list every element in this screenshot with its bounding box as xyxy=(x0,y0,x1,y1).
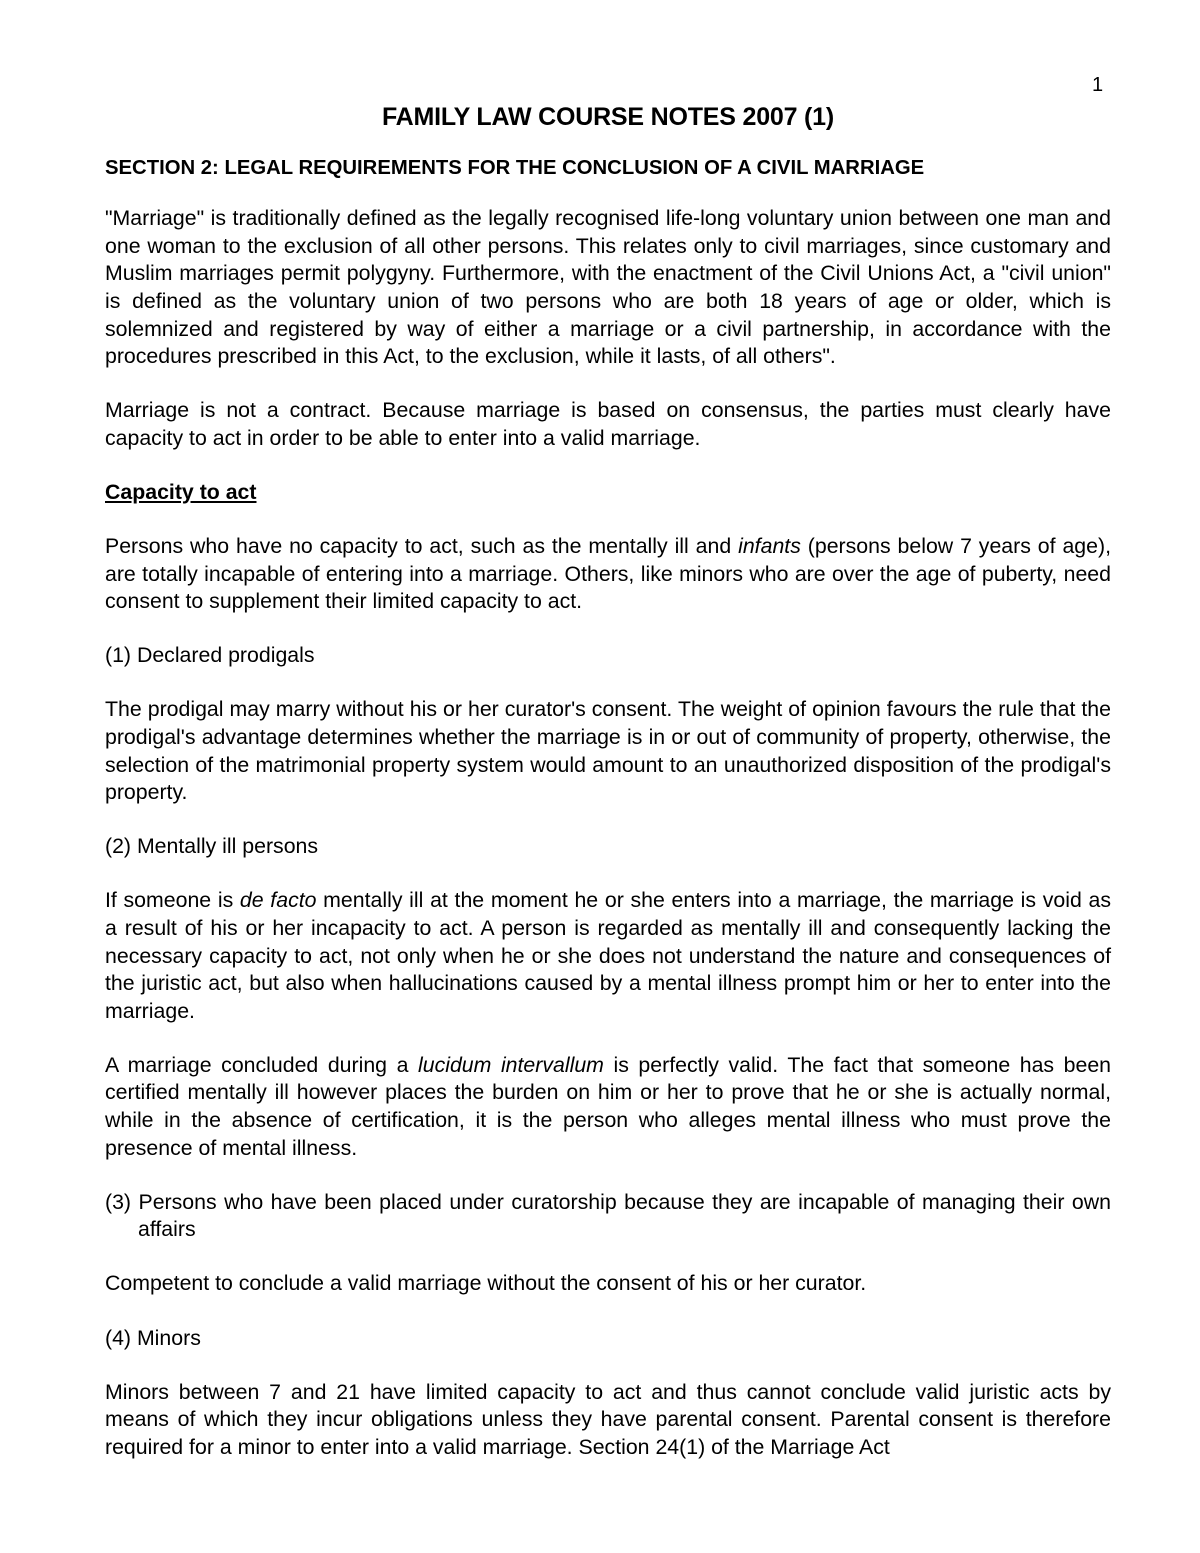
text: (persons below 7 years of age), are totally incapable of entering into a marriage. Others, like minors who are over the age of puberty, need consent to supplement their limited capacity to act. xyxy=(105,534,1111,614)
text: mentally ill at the moment he or she enters into a marriage, the marriage is void as a result of his or her incapacity to act. A person is regarded as mentally ill and consequently lacking the necessary capacity to act, not only when he or she does not understand the nature and consequences of the juristic act, but also when hallucinations caused by a mental illness prompt him or her to enter into the marriage. xyxy=(105,888,1111,1023)
text: A marriage concluded during a xyxy=(105,1052,418,1077)
paragraph-lucidum-intervallum xyxy=(105,1052,1111,1162)
subheading-minors: (4) Minors xyxy=(105,1325,201,1350)
paragraph-minors: Minors between 7 and 21 have limited capacity to act and thus cannot conclude valid juristic acts by means of which they incur obligations unless they have parental consent. Parental consent is therefore required for a minor to enter into a valid marriage. Section 24(1) of the Marriage Act xyxy=(105,1379,1111,1459)
paragraph-capacity xyxy=(105,533,1111,616)
paragraph-curatorship: Competent to conclude a valid marriage without the consent of his or her curator. xyxy=(105,1271,867,1296)
text: is perfectly valid. The fact that someone has been certified mentally ill however places the burden on him or her to prove that he or she is actually normal, while in the absence of certification, it is the person who alleges mental illness who must prove the presence of mental illness. xyxy=(105,1052,1112,1160)
paragraph-prodigals: The prodigal may marry without his or her curator's consent. The weight of opinion favours the rule that the prodigal's advantage determines whether the marriage is in or out of community of property, otherwise, the selection of the matrimonial property system would amount to an unauthorized disposition of the prodigal's property. xyxy=(105,697,1111,805)
document-title: FAMILY LAW COURSE NOTES 2007 (1) xyxy=(381,103,835,131)
paragraph-not-contract: Marriage is not a contract. Because marriage is based on consensus, the parties must clearly have capacity to act in order to be able to enter into a valid marriage. xyxy=(105,398,1111,450)
subheading-curatorship: (3) Persons who have been placed under curatorship because they are incapable of managing their own affairs xyxy=(105,1189,1111,1242)
page-number: 1 xyxy=(1092,74,1104,96)
italic-term: de facto xyxy=(239,888,317,913)
italic-term: lucidum intervallum xyxy=(418,1052,604,1077)
subheading-mentally-ill: (2) Mentally ill persons xyxy=(105,834,319,859)
text: Persons who have no capacity to act, such as the mentally ill and xyxy=(105,534,739,559)
paragraph-mentally-ill xyxy=(105,887,1111,1025)
paragraph-marriage-definition: "Marriage" is traditionally defined as the legally recognised life-long voluntary union between one man and one woman to the exclusion of all other persons. This relates only to civil marriages, since customary and Muslim marriages permit polygyny. Furthermore, with the enactment of the Civil Unions Act, a "civil union" is defined as the voluntary union of two persons who are both 18 years of age or older, which is solemnized and registered by way of either a marriage or a civil partnership, in accordance with the procedures prescribed in this Act, to the exclusion, while it lasts, of all others". xyxy=(105,206,1111,369)
subheading-declared-prodigals: (1) Declared prodigals xyxy=(105,643,315,668)
italic-term: infants xyxy=(738,534,801,559)
document-body xyxy=(105,104,1111,1488)
section-heading: SECTION 2: LEGAL REQUIREMENTS FOR THE CONCLUSION OF A CIVIL MARRIAGE xyxy=(105,156,925,179)
text: If someone is xyxy=(105,888,240,913)
heading-capacity-to-act: Capacity to act xyxy=(105,479,257,504)
